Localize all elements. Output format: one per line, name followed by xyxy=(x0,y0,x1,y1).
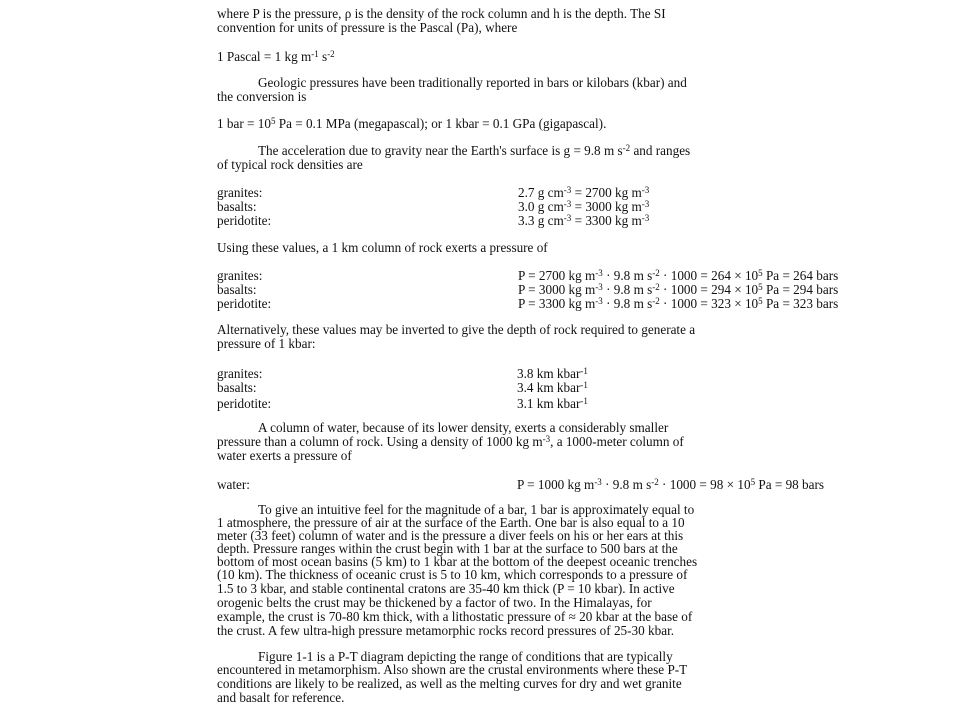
paragraph-line: example, the crust is 70-80 km thick, with a lithostatic pressure of ≈ 20 kbar at the base of xyxy=(217,609,693,624)
paragraph-line: and basalt for reference. xyxy=(217,690,345,705)
density-row: peridotite: 3.3 g $cm^{-3} = 3300$ kg $m^{-3}$ xyxy=(217,213,650,228)
paragraph-line: 1 atmosphere, the pressure of air at the surface of the Earth. One bar is also equal to a 10 xyxy=(217,515,685,530)
paragraph-line: orogenic belts the crust may be thickened by a factor of two. In the Himalayas, for xyxy=(217,595,652,610)
paragraph-line: the crust. A few ultra-high pressure metamorphic rocks record pressures of 25-30 kbar. xyxy=(217,623,675,638)
paragraph-line: the conversion is xyxy=(217,89,307,104)
paragraph-line: where P is the pressure, ρ is the density of the rock column and h is the depth. The SI xyxy=(217,6,666,21)
pressure-row: granites: P = 2700 kg $m^{-3} \cdot 9.8$ m $s^{-2} \cdot 1000 = 264 \times 10^5$ Pa = 264 bars xyxy=(217,268,839,283)
paragraph-line: depth. Pressure ranges within the crust begin with 1 bar at the surface to 500 bars at the xyxy=(217,541,678,556)
pressure-row: peridotite: P = 3300 kg $m^{-3} \cdot 9.8$ m $s^{-2} \cdot 1000 = 323 \times 10^5$ Pa = 323 bars xyxy=(217,296,839,311)
paragraph-line: 1.5 to 3 kbar, and stable continental cratons are 35-40 km thick (P = 10 kbar). In active xyxy=(217,581,675,596)
depth-row: granites: 3.8 km kbar$^{-1}$ xyxy=(217,366,588,381)
paragraph-line: water exerts a pressure of xyxy=(217,448,352,463)
paragraph-line: pressure of 1 kbar: xyxy=(217,336,316,351)
paragraph-line: meter (33 feet) column of water and is the pressure a diver feels on his or her ears at this xyxy=(217,528,684,543)
bar-conversion: 1 bar = $10^5$ Pa = 0.1 MPa (megapascal); or 1 kbar = 0.1 GPa (gigapascal). xyxy=(217,116,607,131)
paragraph-line: Figure 1-1 is a P-T diagram depicting the range of conditions that are typically xyxy=(258,649,673,664)
paragraph-line: (10 km). The thickness of oceanic crust is 5 to 10 km, which corresponds to a pressure of xyxy=(217,567,688,582)
density-row: basalts: 3.0 g $cm^{-3} = 3000$ kg $m^{-3}$ xyxy=(217,199,650,214)
paragraph-line: A column of water, because of its lower density, exerts a considerably smaller xyxy=(258,420,669,435)
paragraph-line: encountered in metamorphism. Also shown are the crustal environments where these P-T xyxy=(217,662,688,677)
paragraph-line: bottom of most ocean basins (5 km) to 1 kbar at the bottom of the deepest oceanic trenches xyxy=(217,554,698,569)
depth-row: peridotite: 3.1 km kbar$^{-1}$ xyxy=(217,396,588,411)
paragraph-line: Alternatively, these values may be inverted to give the depth of rock required to generate a xyxy=(217,322,696,337)
water-equation: water: P = 1000 kg $m^{-3} \cdot 9.8$ m $s^{-2} \cdot 1000 = 98 \times 10^5$ Pa = 98 bars xyxy=(217,477,825,492)
density-row: granites: 2.7 g $cm^{-3} = 2700$ kg $m^{-3}$ xyxy=(217,185,650,200)
pascal-definition: 1 Pascal = 1 kg $m^{-1}$ $s^{-2}$ xyxy=(217,49,335,64)
paragraph-line: The acceleration due to gravity near the Earth's surface is g = 9.8 m $s^{-2}$ and ranges xyxy=(258,143,691,158)
paragraph-line: Using these values, a 1 km column of rock exerts a pressure of xyxy=(217,240,548,255)
paragraph-line: Geologic pressures have been traditionally reported in bars or kilobars (kbar) and xyxy=(258,75,687,90)
paragraph-line: pressure than a column of rock. Using a density of 1000 kg $m^{-3}$, a 1000-meter column of xyxy=(217,434,684,449)
pressure-row: basalts: P = 3000 kg $m^{-3} \cdot 9.8$ m $s^{-2} \cdot 1000 = 294 \times 10^5$ Pa = 294 bars xyxy=(217,282,839,297)
paragraph-line: conditions are likely to be realized, as well as the melting curves for dry and wet granite xyxy=(217,676,682,691)
paragraph-line: convention for units of pressure is the Pascal (Pa), where xyxy=(217,20,518,35)
depth-row: basalts: 3.4 km kbar$^{-1}$ xyxy=(217,380,588,395)
paragraph-line: To give an intuitive feel for the magnitude of a bar, 1 bar is approximately equal to xyxy=(258,502,695,517)
paragraph-line: of typical rock densities are xyxy=(217,157,363,172)
